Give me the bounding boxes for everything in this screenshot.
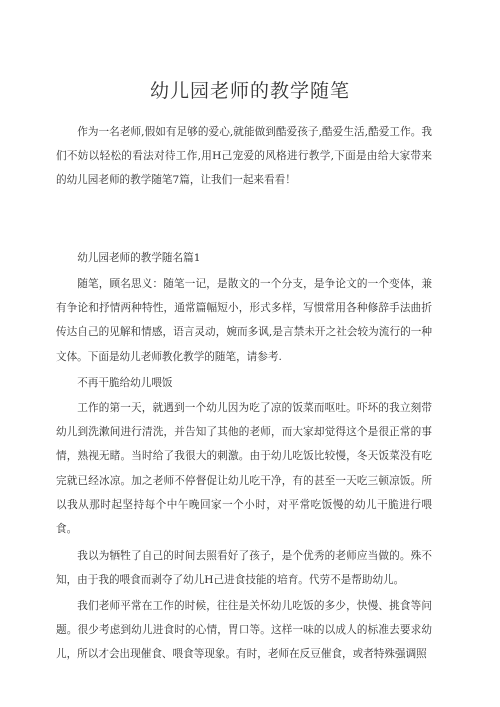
story-paragraph-1: 工作的第一天，就遇到一个幼儿因为吃了凉的饭菜而呕吐。吓坏的我立刻带幼儿到洗漱间进行清洗，并告知了其他的老师，而大家却觉得这个是很正常的事情，熟视无睹。当时给了我很大的刺激。由于幼儿吃饭比较慢，冬天饭菜没有吃完就已经冰凉。加之老师不停督促让幼儿吃干净，有的甚至一天吃三顿凉饭。所以我从那时起坚持每个中午晚回家一个小时，对平常吃饭慢的幼儿干脆进行喂食。 bbox=[56, 402, 432, 536]
story-paragraph-2: 我以为牺牲了自己的时间去照看好了孩子，是个优秀的老师应当做的。殊不知，由于我的喂食而剥夺了幼儿H己进食技能的培育。代劳不是帮助幼儿。 bbox=[56, 550, 432, 587]
sub-heading: 不再干脆给幼儿喂饭 bbox=[77, 377, 173, 389]
document-title: 幼儿园老师的教学随笔 bbox=[149, 80, 350, 102]
story-paragraph-3: 我们老师平常在工作的时候，往往是关怀幼儿吃饭的多少，快慢、挑食等问题。很少考虑到幼儿进食时的心情，胃口等。这样一味的以成人的标准去要求幼儿，所以才会出现催食、喂食等现象。有时，老师在反豆催食，或者特殊强调照 bbox=[56, 600, 432, 661]
essay-intro-paragraph: 随笔，顾名思义：随笔一记，是散文的一个分支，是争论文的一个变体，兼有争论和抒情两种特性，通常篇幅短小，形式多样，写惯常用各种修辞手法曲折传达自己的见解和情感，语言灵动，婉而多讽,是言禁未开之社会较为流行的一种文体。下面是幼儿老师教化教学的随笔，请参考. bbox=[56, 278, 432, 363]
section-heading: 幼儿园老师的教学随名篇1 bbox=[77, 252, 201, 264]
intro-paragraph: 作为一名老师,假如有足够的爱心,就能做到酷爱孩子,酷爱生活,酷爱工作。我们不妨以轻松的看法对待工作,用H己宠爱的风格进行教学,下面是由给大家带来的幼儿园老师的教学随笔7篇，让我们一起来看看！ bbox=[56, 126, 432, 187]
